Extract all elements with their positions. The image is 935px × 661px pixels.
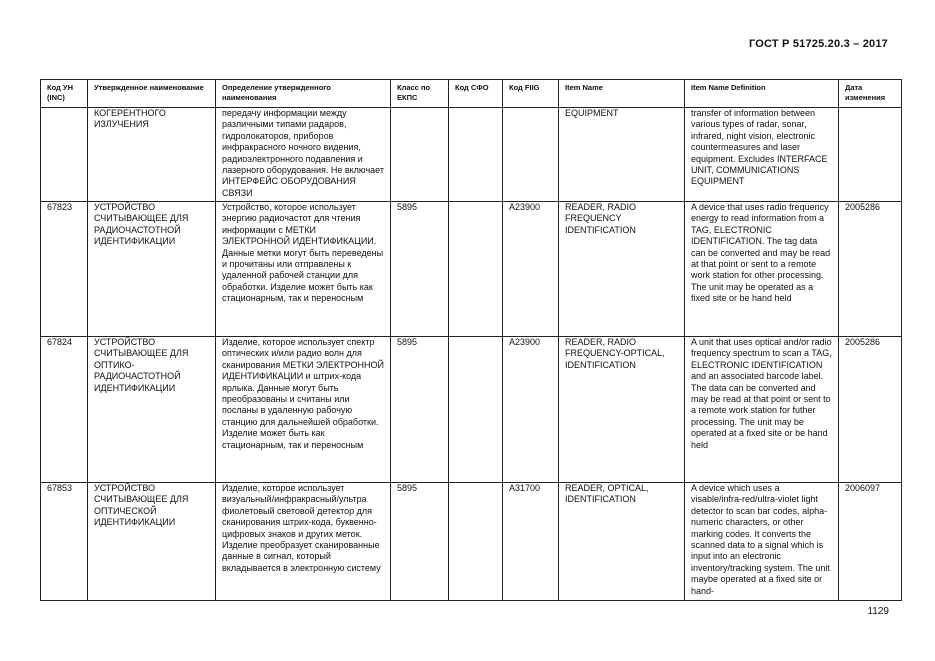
cell-sfo — [449, 483, 503, 601]
table-row — [41, 202, 902, 337]
cell-date: 2005286 — [839, 337, 902, 483]
table-row — [41, 337, 902, 483]
cell-item-definition: A device which uses a visable/infra-red/ultra-violet light detector to scan bar codes, alpha-numeric characters, or other marking codes. It converts the scanned data to a signal which is input into an electronic inventory/tracking system. The unit maybe operated at a fixed site or hand- — [685, 483, 839, 601]
cell-sfo — [449, 337, 503, 483]
column-header-fiig: Код FIIG — [503, 80, 559, 108]
cell-sfo — [449, 108, 503, 202]
cell-approved-name: УСТРОЙСТВО СЧИТЫВАЮЩЕЕ ДЛЯ ОПТИЧЕСКОЙ ИДЕНТИФИКАЦИИ — [88, 483, 216, 601]
table-row — [41, 483, 902, 601]
cell-item-name: EQUIPMENT — [559, 108, 685, 202]
cell-class: 5895 — [391, 483, 449, 601]
column-header-item-name: Item Name — [559, 80, 685, 108]
cell-definition: Изделие, которое использует визуальный/инфракрасный/ультра фиолетовый световой детектор для сканирования штрих-кода, буквенно-цифровых знаков и других меток. Изделие преобразует сканированные данные в сигнал, который вкладывается в электронную систему — [216, 483, 391, 601]
cell-item-name: READER, RADIO FREQUENCY IDENTIFICATION — [559, 202, 685, 337]
cell-approved-name: УСТРОЙСТВО СЧИТЫВАЮЩЕЕ ДЛЯ РАДИОЧАСТОТНОЙ ИДЕНТИФИКАЦИИ — [88, 202, 216, 337]
cell-item-definition: A device that uses radio frequency energy to read information from a TAG, ELECTRONIC IDENTIFICATION. The tag data can be converted and may be read at that point or sent to a remote work station for other processing. The unit may be operated as a fixed site or be hand held — [685, 202, 839, 337]
cell-sfo — [449, 202, 503, 337]
column-header-approved-name: Утвержденное наименование — [88, 80, 216, 108]
column-header-date: Дата изменения — [839, 80, 902, 108]
column-header-sfo: Код СФО — [449, 80, 503, 108]
table-row — [41, 108, 902, 202]
cell-item-name: READER, OPTICAL, IDENTIFICATION — [559, 483, 685, 601]
cell-approved-name: КОГЕРЕНТНОГО ИЗЛУЧЕНИЯ — [88, 108, 216, 202]
cell-item-definition: A unit that uses optical and/or radio frequency spectrum to scan a TAG, ELECTRONIC IDENTIFICATION and an associated barcode label. The data can be converted and may be read at that point or sent to a remote work station for futher processing. The unit may be operated at a fixed site or be hand held — [685, 337, 839, 483]
cell-fiig: A23900 — [503, 202, 559, 337]
cell-class — [391, 108, 449, 202]
cell-inc: 67853 — [41, 483, 88, 601]
cell-fiig — [503, 108, 559, 202]
column-header-class: Класс по ЕКПС — [391, 80, 449, 108]
cell-item-definition: transfer of information between various types of radar, sonar, infrared, night vision, electronic countermeasures and laser equipment. Excludes INTERFACE UNIT, COMMUNICATIONS EQUIPMENT — [685, 108, 839, 202]
cell-item-name: READER, RADIO FREQUENCY-OPTICAL, IDENTIFICATION — [559, 337, 685, 483]
cell-date: 2005286 — [839, 202, 902, 337]
column-header-inc: Код УН (INC) — [41, 80, 88, 108]
cell-inc: 67823 — [41, 202, 88, 337]
column-header-item-definition: Item Name Definition — [685, 80, 839, 108]
cell-fiig: A31700 — [503, 483, 559, 601]
column-header-definition: Определение утвержденного наименования — [216, 80, 391, 108]
document-standard-id: ГОСТ Р 51725.20.3 – 2017 — [748, 38, 888, 50]
cell-date — [839, 108, 902, 202]
cell-definition: Устройство, которое использует энергию радиочастот для чтения информации с МЕТКИ ЭЛЕКТРОННОЙ ИДЕНТИФИКАЦИИ. Данные метки могут быть переведены и прочитаны или отправлены к удаленной рабочей станции для обработки. Изделие может быть как стационарным, так и переносным — [216, 202, 391, 337]
cell-definition: Изделие, которое использует спектр оптических и/или радио волн для сканирования МЕТКИ ЭЛЕКТРОННОЙ ИДЕНТИФИКАЦИИ и штрих-кода ярлыка. Данные могут быть преобразованы и считаны или посланы в удаленную рабочую станцию для дальнейшей обработки. Изделие может быть как стационарным, так и переносным — [216, 337, 391, 483]
cell-definition: передачу информации между различными типами радаров, гидролокаторов, приборов инфракрасного ночного видения, радиоэлектронного подавления и лазерного оборудования. Не включает ИНТЕРФЕЙС ОБОРУДОВАНИЯ СВЯЗИ — [216, 108, 391, 202]
cell-inc — [41, 108, 88, 202]
cell-class: 5895 — [391, 337, 449, 483]
cell-fiig: A23900 — [503, 337, 559, 483]
table-header-row — [41, 80, 902, 108]
cell-class: 5895 — [391, 202, 449, 337]
cell-date: 2006097 — [839, 483, 902, 601]
cell-inc: 67824 — [41, 337, 88, 483]
page-number: 1129 — [867, 606, 889, 617]
cell-approved-name: УСТРОЙСТВО СЧИТЫВАЮЩЕЕ ДЛЯ ОПТИКО-РАДИОЧАСТОТНОЙ ИДЕНТИФИКАЦИИ — [88, 337, 216, 483]
data-table — [40, 79, 902, 601]
